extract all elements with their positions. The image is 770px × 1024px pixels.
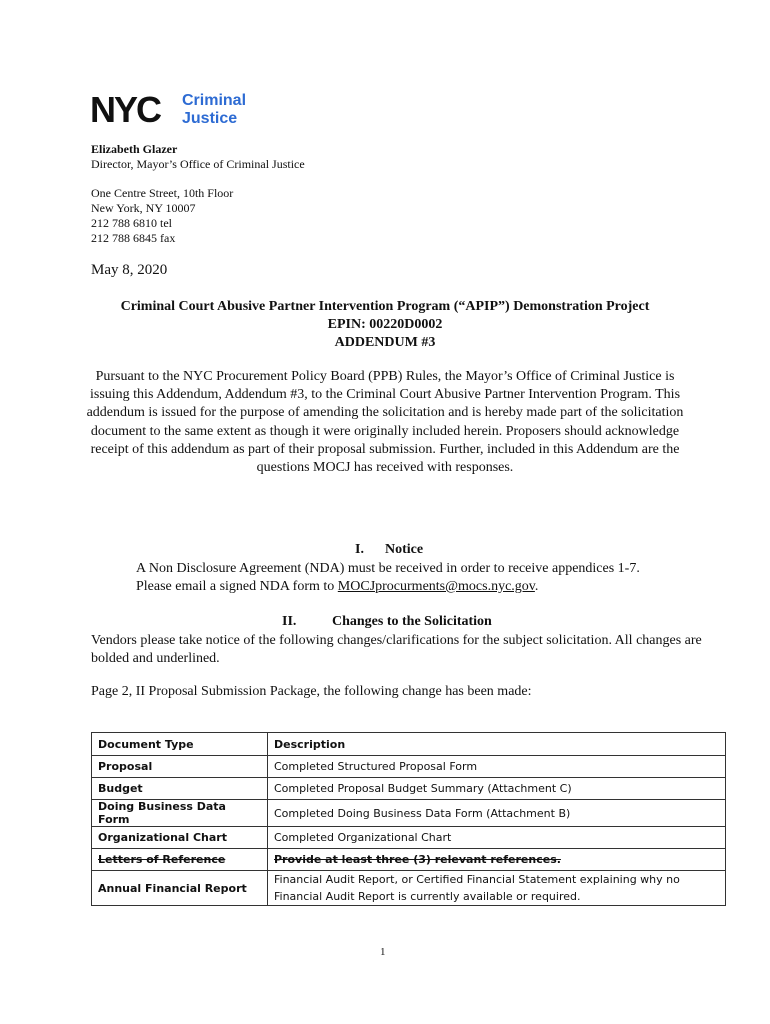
submission-table [91,732,726,906]
notice-email-line [136,578,640,596]
description-line: Financial Audit Report, or Certified Financial Statement explaining why no [274,873,680,886]
page-number: 1 [380,946,386,958]
description-cell: Completed Doing Business Data Form (Attachment B) [268,800,726,827]
table-row [92,778,726,800]
table-row [92,800,726,827]
email-link[interactable]: MOCJprocurments@mocs.nyc.gov [337,579,535,594]
logo-line2: Justice [182,110,238,126]
table-header-cell: Description [268,733,726,756]
sender-title: Director, Mayor’s Office of Criminal Justice [91,157,305,171]
section-changes-heading [282,614,492,630]
nyc-criminal-justice-logo [90,90,270,126]
section-changes-body: Vendors please take notice of the following changes/clarifications for the subject solicitation. All changes are bolded and underlined. [91,633,702,666]
doc-type-cell: Doing Business Data Form [92,800,268,827]
table-header-cell: Document Type [92,733,268,756]
description-cell: Completed Structured Proposal Form [268,756,726,778]
section-notice-body [136,560,640,596]
fax-line: 212 788 6845 fax [91,231,176,245]
heading-addendum: ADDENDUM #3 [334,335,436,350]
table-row [92,756,726,778]
sender-address [91,186,233,246]
section-title: Notice [385,542,424,557]
address-line: One Centre Street, 10th Floor [91,186,234,200]
description-cell-struck: Provide at least three (3) relevant references. [268,849,726,871]
document-heading [60,298,710,352]
address-line: New York, NY 10007 [91,201,196,215]
doc-type-cell-struck: Letters of Reference [92,849,268,871]
change-note: Page 2, II Proposal Submission Package, the following change has been made: [91,684,532,699]
doc-type-cell: Annual Financial Report [92,871,268,906]
description-line: Financial Audit Report is currently available or required. [274,890,581,903]
heading-title: Criminal Court Abusive Partner Intervention Program (“APIP”) Demonstration Project [120,299,650,314]
logo-line1: Criminal [182,92,247,109]
doc-type-cell: Budget [92,778,268,800]
description-cell: Completed Organizational Chart [268,827,726,849]
section-number: I. [355,542,364,557]
notice-line: A Non Disclosure Agreement (NDA) must be received in order to receive appendices 1-7. [136,561,640,576]
table-row [92,827,726,849]
section-number: II. [282,614,297,629]
table-header-row [92,733,726,756]
notice-email-suffix: . [534,579,539,594]
sender-name: Elizabeth Glazer [91,142,178,156]
table-row-struck [92,849,726,871]
doc-type-cell: Organizational Chart [92,827,268,849]
description-cell [268,871,726,906]
sender-block [91,142,305,172]
phone-line: 212 788 6810 tel [91,216,172,230]
notice-email-prefix: Please email a signed NDA form to [136,579,338,594]
logo-nyc-text: NYC [90,90,161,126]
section-notice-heading [355,542,423,558]
letter-date: May 8, 2020 [91,262,168,278]
table-row [92,871,726,906]
intro-paragraph: Pursuant to the NYC Procurement Policy Board (PPB) Rules, the Mayor’s Office of Criminal Justice is issuing this Addendum, Addendum #3, to the Criminal Court Abusive Partner Intervention Program. This addendum is issued for the purpose of amending the solicitation and is hereby made part of the solicitation document to the same extent as though it were originally included herein. Proposers should acknowledge receipt of this addendum as part of their proposal submission. Further, included in this Addendum are the questions MOCJ has received with responses. [86,369,684,476]
section-title: Changes to the Solicitation [332,614,492,629]
description-cell: Completed Proposal Budget Summary (Attachment C) [268,778,726,800]
heading-epin: EPIN: 00220D0002 [327,317,443,332]
doc-type-cell: Proposal [92,756,268,778]
